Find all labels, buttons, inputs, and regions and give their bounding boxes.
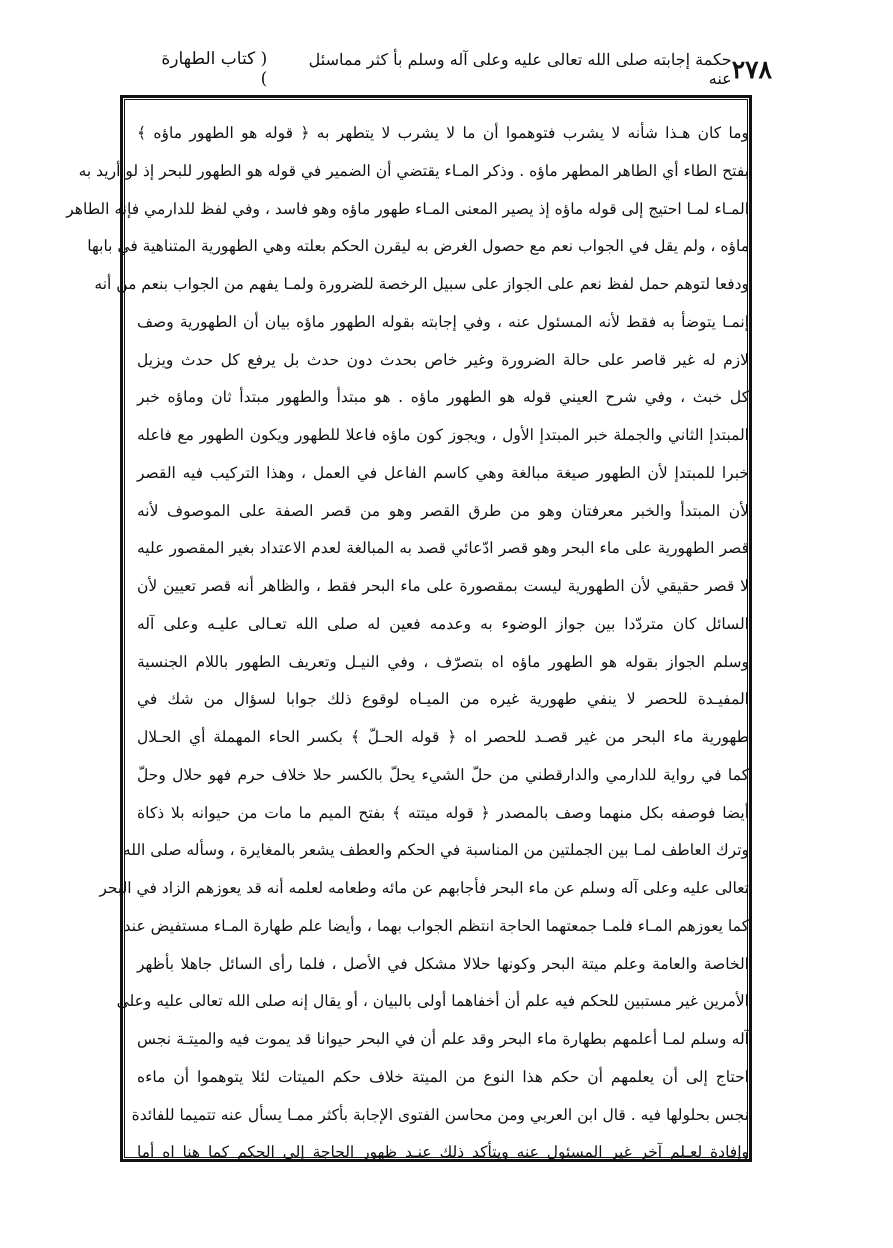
text-line: لأن المبتدأ والخبر معرفتان وهو من طرق القصر وهو من قصر الصفة على الموصوف لأنه bbox=[137, 501, 749, 520]
text-line: السائل كان متردّدا بين جواز الوضوء به وعدمه فعين له صلى الله تعـالى عليـه وعلى آله bbox=[137, 614, 749, 633]
text-line: احتاج إلى أن يعلمهم أن حكم هذا النوع من الميتة خلاف حكم الميتات لئلا يتوهموا أن ماءه bbox=[137, 1067, 749, 1086]
text-line: قصر الطهورية على ماء البحر وهو قصر ادّعائي قصد به المبالغة لعدم الاعتداد بغير المقصور عليه bbox=[137, 539, 749, 558]
text-line: وما كان هـذا شأنه لا يشرب فتوهموا أن ما لا يشرب لا يتطهر به ﴿ قوله هو الطهور ماؤه ﴾ bbox=[137, 124, 749, 142]
text-line: نجس بحلولها فيه . قال ابن العربي ومن محاسن الفتوى الإجابة بأكثر ممـا يسأل عنه تتميما للفائدة bbox=[131, 1105, 749, 1124]
header-titles bbox=[150, 49, 732, 89]
page-header bbox=[150, 49, 772, 89]
text-line: وترك العاطف لمـا بين الجملتين من المناسبة في الحكم والعطف يشعر بالمغايرة ، وسأله صلى الله bbox=[122, 841, 749, 860]
text-line: الأمرين غير مستبين للحكم فيه علم أن أخفاهما أولى بالبيان ، أو يقال إنه صلى الله تعالى عليه وعلى bbox=[116, 992, 749, 1011]
text-line: تعالى عليه وعلى آله وسلم عن ماء البحر فأجابهم عن مائه وطعامه لعلمه أنه قد يعوزهم الزاد في البحر bbox=[99, 879, 749, 897]
text-line: بفتح الطاء أي الطاهر المطهر ماؤه . وذكر المـاء يقتضي أن الضمير في قوله هو الطهور للبحر إذ لو أريد به bbox=[78, 161, 749, 180]
text-line: الخاصة والعامة وعلم ميتة البحر وكونها حلالا مشكل في الأصل ، فلما رأى السائل جاهلا بأظهر bbox=[137, 954, 749, 973]
text-line: لازم له غير قاصر على حالة الضرورة وغير خاص بحدث دون حدث بل يرفع كل حدث ويزيل bbox=[137, 350, 749, 369]
text-line: ودفعا لتوهم حمل لفظ نعم على الجواز على سبيل الرخصة للضرورة ولمـا يفهم من الجواب بنعم من أنه bbox=[94, 275, 749, 293]
text-line: إنمـا يتوضأ به فقط لأنه المسئول عنه ، وفي إجابته بقوله الطهور ماؤه بيان أن الطهورية وصف bbox=[137, 312, 749, 331]
text-line: أيضا فوصفه بكل منهما وصف بالمصدر ﴿ قوله ميتته ﴾ بفتح الميم ما مات من حيوانه بلا ذكاة bbox=[137, 803, 749, 822]
text-line: وإفادة لعـلم آخر غير المسئول عنه ويتأكد ذلك عنـد ظهور الحاجة إلى الحكم كما هنا اه أما bbox=[137, 1143, 749, 1162]
text-line: آله وسلم لمـا أعلمهم بطهارة ماء البحر وقد علم أن في البحر حيوانا قد يموت فيه والميتـة نجس bbox=[137, 1030, 749, 1048]
text-line: لا قصر حقيقي لأن الطهورية ليست بمقصورة على ماء البحر فقط ، والظاهر أنه قصر تعيين لأن bbox=[137, 577, 749, 595]
text-line: المبتدإ الثاني والجملة خبر المبتدإ الأول ، ويجوز كون ماؤه فاعلا للطهور ويكون الطهور مع فاعله bbox=[137, 426, 749, 444]
text-line: كما في رواية للدارمي والدارقطني من حلّ الشيء يحلّ بالكسر حلا خلاف حرم فهو حلال وحلّ bbox=[137, 765, 749, 784]
text-line: كل خبث ، وفي شرح العيني قوله هو الطهور ماؤه . هو مبتدأ والطهور مبتدأ ثان وماؤه خبر bbox=[137, 388, 749, 407]
book-title: ( كتاب الطهارة ) bbox=[161, 49, 268, 89]
text-line: وسلم الجواز بقوله هو الطهور ماؤه اه بتصرّف ، وفي النيـل وتعريف الطهور باللام الجنسية bbox=[137, 652, 749, 671]
text-line: المفيـدة للحصر لا ينفي طهورية غيره من الميـاه لوقوع ذلك جوابا لسؤال من شك في bbox=[137, 690, 749, 709]
text-line: طهورية ماء البحر من غير قصـد للحصر اه ﴿ قوله الحـلّ ﴾ بكسر الحاء المهملة أي الحـلال bbox=[137, 728, 749, 746]
body-text bbox=[66, 115, 749, 1172]
page-number: ٢٧٨ bbox=[731, 54, 772, 84]
running-title: حكمة إجابته صلى الله تعالى عليه وعلى آله وسلم بأ كثر مماسئل عنه bbox=[308, 50, 732, 88]
text-line: خبرا للمبتدإ لأن الطهور صيغة مبالغة وهي كاسم الفاعل في العمل ، وهذا التركيب فيه القصر bbox=[137, 463, 749, 482]
text-line: المـاء لمـا احتيج إلى قوله ماؤه إذ يصير المعنى المـاء طهور ماؤه وهو فاسد ، وفي لفظ للدارمي فإنه الطاهر bbox=[66, 199, 749, 218]
text-line: ماؤه ، ولم يقل في الجواب نعم مع حصول الغرض به ليقرن الحكم بعلته وهي الطهورية المتناهية في بابها bbox=[87, 237, 749, 256]
text-line: كما يعوزهم المـاء فلمـا جمعتهما الحاجة انتظم الجواب بهما ، وأيضا علم طهارة المـاء مستفيض عند bbox=[123, 916, 749, 935]
